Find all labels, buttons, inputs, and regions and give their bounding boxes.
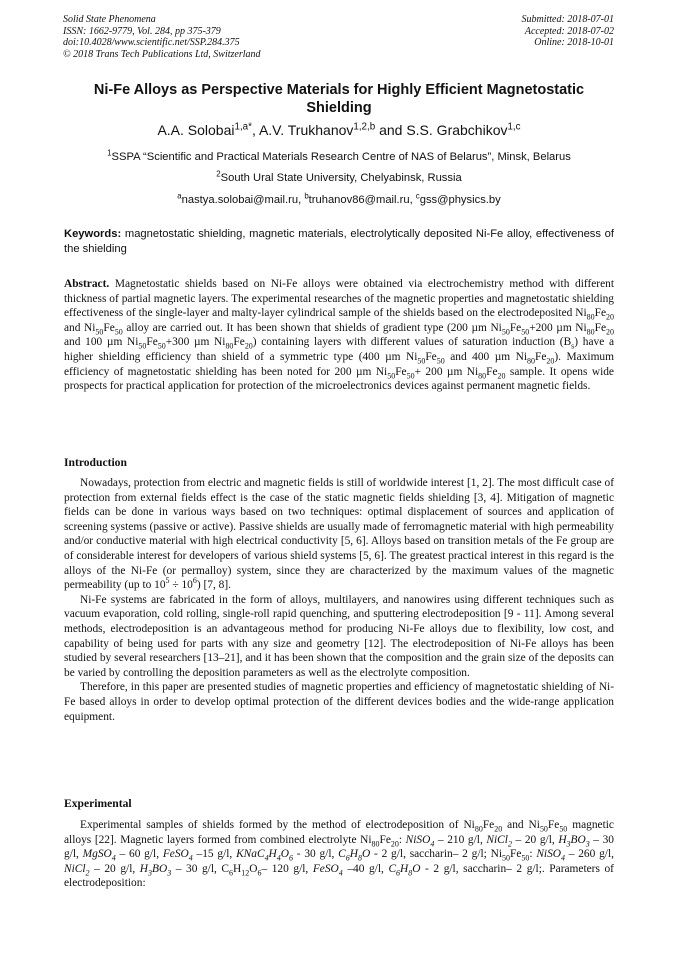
text: Fe	[535, 350, 547, 363]
author-3-sup: 1,c	[507, 121, 521, 133]
formula: NiCl	[486, 833, 508, 846]
sub: 6	[396, 868, 401, 878]
online-date: Online: 2018-10-01	[534, 37, 614, 49]
affiliation-2	[64, 171, 614, 185]
sub: 4	[111, 853, 116, 863]
formula: H	[400, 862, 409, 875]
formula: O	[280, 848, 289, 861]
sub: 50	[539, 824, 548, 834]
abstract-paragraph	[64, 277, 614, 394]
section-heading-experimental: Experimental	[64, 797, 132, 810]
sub: 80	[474, 824, 483, 834]
text: Fe	[103, 321, 115, 334]
author-list	[64, 121, 614, 139]
formula: C	[338, 848, 346, 861]
text: ) containing layers with different values of saturation induction (B	[252, 336, 572, 349]
text: alloy are carried out. It has been shown that shields of gradient type (200 µm Ni	[122, 321, 502, 334]
intro-paragraph-2: Ni-Fe systems are fabricated in the form of alloys, multilayers, and nanowires using different techniques such as vacuum evaporation, cold rolling, single-roll rapid quenching, and sputtering electrodeposition [9 - 11]. Among several methods, electrodeposition is an advantageous method for producing Ni-Fe alloys due to flexibility, low cost, and capability of being used for parts with any size and geometry [12]. The electrodeposition of Ni-Fe alloys has been studied by several researchers [13–21], and it has been shown that the composition and the grain size of the deposits can be varied by controlling the deposition parameters as well as the electrolyte composition.	[64, 593, 614, 679]
aff-sup: 1	[107, 148, 112, 158]
sub: 50	[406, 370, 415, 380]
text: Fe	[594, 307, 607, 320]
abstract-label: Abstract.	[64, 278, 110, 290]
text: and 100 µm Ni	[64, 336, 139, 349]
aff-text: SSPA “Scientific and Practical Materials Research Centre of NAS of Belarus”, Minsk, Belarus	[111, 151, 571, 163]
text: ÷ 10	[169, 579, 193, 592]
sub: 80	[586, 327, 595, 337]
sub: 6	[345, 853, 350, 863]
formula: H	[558, 833, 567, 846]
text: and Ni	[64, 321, 96, 334]
text: Fe	[509, 321, 522, 334]
text: – 60 g/l,	[115, 848, 163, 861]
text: :	[398, 833, 406, 846]
sub: 50	[387, 370, 396, 380]
sub: 20	[606, 327, 614, 337]
text: Fe	[486, 365, 498, 378]
sub: 50	[95, 327, 104, 337]
formula: C	[388, 862, 397, 875]
sub: 4	[430, 838, 435, 848]
text: – 20 g/l,	[89, 862, 140, 875]
text: Fe	[482, 819, 495, 831]
sub: 80	[371, 838, 380, 848]
sub: 20	[606, 312, 614, 322]
text: – 30 g/l, C	[171, 862, 230, 875]
text: and Ni	[502, 819, 540, 831]
journal-name: Solid State Phenomena	[63, 14, 156, 25]
text: O	[249, 862, 258, 875]
text: :	[529, 848, 537, 861]
introduction-body	[64, 476, 614, 724]
experimental-body	[64, 818, 614, 891]
keywords	[64, 227, 614, 256]
sub: 3	[566, 838, 571, 848]
sub: 80	[478, 370, 487, 380]
sub: 50	[501, 327, 510, 337]
text: - 2 g/l, saccharin– 2 g/l;. Parameters of electrodeposition:	[64, 862, 614, 890]
sub: 3	[585, 838, 590, 848]
sub: 6	[289, 853, 293, 863]
sub: 50	[138, 341, 147, 351]
experimental-paragraph	[64, 818, 614, 891]
formula: H	[139, 862, 149, 875]
sub: 80	[225, 341, 234, 351]
sub: 50	[417, 356, 426, 366]
author-1: A.A. Solobai	[157, 122, 235, 138]
formula: BO	[152, 862, 168, 875]
sub: 80	[527, 356, 536, 366]
text: magnetic alloys [22]. Magnetic layers formed from combined electrolyte Ni	[64, 819, 614, 846]
author-sep: ,	[251, 122, 259, 138]
sub: 50	[521, 327, 530, 337]
sub: 20	[497, 370, 506, 380]
keywords-text: magnetostatic shielding, magnetic materials, electrolytically deposited Ni-Fe alloy, effectiveness of the shielding	[64, 228, 614, 255]
formula: MgSO	[82, 848, 112, 861]
sub: 50	[157, 341, 166, 351]
sub: 50	[436, 356, 445, 366]
formula: O	[361, 848, 371, 861]
formula: KNaC	[236, 848, 265, 861]
text: and 400 µm Ni	[444, 350, 528, 363]
formula: FeSO	[312, 862, 339, 875]
sub: 2	[85, 868, 90, 878]
author-sep: and	[375, 122, 407, 138]
affiliation-1	[64, 150, 614, 164]
text: - 2 g/l, saccharin– 2 g/l; Ni	[370, 848, 503, 861]
sub: 6	[257, 868, 262, 878]
intro-paragraph-3: Therefore, in this paper are presented studies of magnetic properties and efficiency of magnetostatic shielding of Ni-Fe based alloys in order to develop optimal protection of the different devices bodies and the wide-range application equipment.	[64, 681, 614, 723]
section-heading-introduction: Introduction	[64, 456, 127, 469]
email-link-a[interactable]: nastya.solobai@mail.ru,	[181, 194, 305, 206]
formula: FeSO	[162, 848, 189, 861]
text: Fe	[509, 848, 522, 861]
text: Fe	[547, 819, 560, 831]
abstract	[64, 277, 614, 394]
formula: O	[412, 862, 421, 875]
text: sample. It opens wide prospects for practical application for protection of the microelectronics devices against permanent magnetic fields.	[64, 365, 614, 393]
paper-title: Ni-Fe Alloys as Perspective Materials for Highly Efficient Magnetostatic Shielding	[93, 82, 585, 116]
author-3: S.S. Grabchikov	[406, 122, 508, 138]
sub: 50	[559, 824, 568, 834]
sub: 4	[188, 853, 193, 863]
author-1-sup: 1,a*	[234, 121, 252, 133]
author-2: A.V. Trukhanov	[258, 122, 354, 138]
text: Fe	[379, 833, 391, 846]
text: –15 g/l,	[192, 848, 237, 861]
sub: 20	[546, 356, 555, 366]
text: Fe	[594, 321, 607, 334]
text: Nowadays, protection from electric and magnetic fields is still of worldwide interest [1, 2]. The most difficult case of protection from external fields effect is the case of the static magnetic fields shielding [3, 4]. Mitigation of magnetic fields can be done in various ways based on two techniques: optimal displacement of sources and application of screening systems (passive or active). Passive shields are usually made of ferromagnetic material with high permeability and/or conductive material with high electrical conductivity [5, 6]. Alloys based on transition metals of the Fe group are of considerable interest for developers of various shield systems [5, 6]. The greatest practical interest in this regard is the alloys of the Ni-Fe (or permalloy) system, since they are characterized by the maximum values of the magnetic permeability (up to 10	[64, 477, 614, 592]
text: – 30 g/l,	[64, 833, 615, 861]
sub: 6	[229, 868, 234, 878]
sub: 50	[502, 853, 510, 863]
issn-line: ISSN: 1662-9779, Vol. 284, pp 375-379	[63, 25, 221, 37]
text: – 260 g/l,	[564, 848, 614, 861]
text: Fe	[425, 350, 437, 363]
text: ). Maximum efficiency of magnetostatic shielding has been noted for 200 µm Ni	[64, 350, 614, 378]
sub: 50	[521, 853, 530, 863]
sub: 8	[408, 868, 413, 878]
text: ) have a higher shielding efficiency than shield of a symmetric type (400 µm Ni	[64, 336, 614, 363]
text: –40 g/l,	[342, 862, 389, 875]
sub: 80	[586, 312, 595, 322]
email-sup: b	[304, 191, 309, 201]
sub: 2	[507, 838, 512, 848]
sub: 4	[561, 853, 565, 863]
sup: 5	[165, 576, 170, 586]
text: - 30 g/l,	[292, 848, 339, 861]
email-link-c[interactable]: gss@physics.by	[419, 194, 501, 206]
formula: BO	[570, 833, 586, 846]
formula: NiSO	[536, 848, 561, 861]
sup: 6	[192, 576, 197, 586]
sub: 4	[276, 853, 281, 863]
email-sup: a	[177, 191, 182, 201]
sub: 4	[338, 868, 343, 878]
text: – 120 g/l,	[261, 862, 313, 875]
formula: H	[349, 848, 358, 861]
text: Magnetostatic shields based on Ni-Fe alloys were obtained via electrochemistry method with different thickness of partial magnetic layers. The experimental researches of the magnetic properties and magnetostatic shielding effectiveness of the single-layer and malty-layer cylindrical sample of the shields based on the electrodeposited Ni	[64, 278, 614, 320]
sub: 3	[148, 868, 152, 878]
sub: 20	[244, 341, 253, 351]
email-sup: c	[415, 191, 420, 201]
sub: 20	[494, 824, 503, 834]
sub: 8	[358, 853, 362, 863]
formula: H	[268, 848, 277, 861]
text: + 200 µm Ni	[414, 365, 479, 378]
sub: 20	[390, 838, 399, 848]
email-link-b[interactable]: truhanov86@mail.ru,	[308, 194, 416, 206]
text: +200 µm Ni	[529, 321, 587, 334]
intro-paragraph-1	[64, 476, 614, 593]
aff-sup: 2	[216, 169, 221, 179]
sub: 50	[114, 327, 123, 337]
text: +300 µm Ni	[165, 336, 226, 349]
text: – 20 g/l,	[511, 833, 559, 846]
sub: 4	[264, 853, 269, 863]
sub: 12	[241, 868, 250, 878]
text: Fe	[395, 365, 407, 378]
text: Experimental samples of shields formed by the method of electrodeposition of Ni	[80, 819, 475, 831]
doi-line: doi:10.4028/www.scientific.net/SSP.284.375	[63, 37, 240, 49]
text: ) [7, 8].	[196, 579, 232, 592]
text: – 210 g/l,	[434, 833, 487, 846]
text: Fe	[146, 336, 158, 349]
journal-info	[63, 14, 261, 60]
sub: 3	[167, 868, 172, 878]
formula: NiSO	[405, 833, 431, 846]
author-2-sup: 1,2,b	[353, 121, 376, 133]
text: H	[233, 862, 242, 875]
sub: s	[571, 341, 575, 351]
keywords-label: Keywords:	[64, 228, 122, 240]
aff-text: South Ural State University, Chelyabinsk, Russia	[220, 172, 462, 184]
email-line	[64, 193, 614, 207]
accepted-date: Accepted: 2018-07-02	[524, 25, 614, 37]
text: Fe	[233, 336, 245, 349]
formula: NiCl	[64, 862, 86, 875]
submitted-date: Submitted: 2018-07-01	[521, 14, 614, 25]
submission-dates	[522, 14, 615, 49]
copyright-line: © 2018 Trans Tech Publications Ltd, Switzerland	[63, 48, 261, 60]
